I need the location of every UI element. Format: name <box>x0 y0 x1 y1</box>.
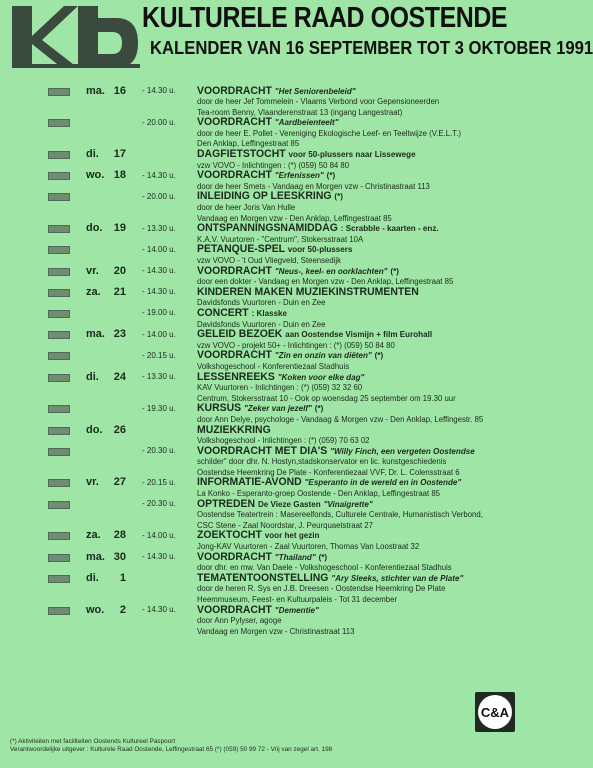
entry-marker-box <box>48 246 70 254</box>
entry-title <box>197 222 439 234</box>
entry-title <box>197 286 419 298</box>
entry-day: za. <box>86 285 101 298</box>
calendar-entry <box>0 351 542 372</box>
calendar-entry <box>0 86 542 118</box>
entry-detail: La Konko - Esperanto-groep Oostende - Den Anklap, Leffingestraat 85 <box>197 489 441 499</box>
entry-headline <box>0 330 542 341</box>
entry-time: - 19.00 u. <box>142 308 176 318</box>
entry-headline <box>0 605 542 616</box>
entry-extra: (*) <box>314 403 324 414</box>
entry-title-text: KINDEREN MAKEN MUZIEKINSTRUMENTEN <box>197 285 419 298</box>
entry-detail: door de heer Joris Van Hulle <box>197 203 296 213</box>
entry-day: wo. <box>86 169 105 182</box>
entry-detail: Jong-KAV Vuurtoren - Zaal Vuurtoren, Thomas Van Loostraat 32 <box>197 542 420 552</box>
entry-time: - 14.30 u. <box>142 287 176 297</box>
entry-time: - 14.30 u. <box>142 266 176 276</box>
entry-marker-box <box>48 554 70 562</box>
entry-title <box>197 349 383 361</box>
entry-detail: Davidsfonds Vuurtoren - Duin en Zee <box>197 298 326 308</box>
entry-headline <box>0 425 542 436</box>
entry-marker-box <box>48 575 70 583</box>
calendar-entry <box>0 404 542 425</box>
entry-date: 20 <box>113 264 126 277</box>
entry-marker-box <box>48 352 70 360</box>
entry-date: 30 <box>113 550 126 563</box>
entry-headline <box>0 266 542 277</box>
entry-date: 26 <box>113 423 126 436</box>
entry-date: 21 <box>113 285 126 298</box>
entry-detail: vzw VOVO - 't Oud Vliegveld, Steensedijk <box>197 256 342 265</box>
entry-headline <box>0 372 542 383</box>
entry-detail-line <box>0 414 542 425</box>
entry-title-text: DAGFIETSTOCHT <box>197 148 286 161</box>
entry-title-text: ONTSPANNINGSNAMIDDAG <box>197 222 338 235</box>
calendar-entry <box>0 372 542 404</box>
entry-title-text: VOORDRACHT <box>197 550 272 563</box>
entry-time: - 13.30 u. <box>142 223 176 233</box>
entry-time: - 20.30 u. <box>142 499 176 509</box>
entry-time: - 14.00 u. <box>142 530 176 540</box>
entry-date: 28 <box>113 529 126 542</box>
entry-headline <box>0 499 542 510</box>
ca-sponsor-logo <box>475 692 515 732</box>
calendar-entry <box>0 499 542 531</box>
entry-detail: Oostendse Heemkring De Plate - Konferentiezaal VVF, Dr. L. Colensstraat 6 <box>197 467 460 477</box>
entry-marker-box <box>48 479 70 487</box>
entry-day: di. <box>86 571 99 584</box>
calendar-entry <box>0 478 542 499</box>
entry-marker-box <box>48 268 70 276</box>
entry-title <box>197 476 461 488</box>
calendar-entry <box>0 224 542 245</box>
entry-time: - 13.30 u. <box>142 372 176 382</box>
entry-extra: voor het gezin <box>264 530 320 541</box>
entry-day: ma. <box>86 550 105 563</box>
entry-title <box>197 243 352 255</box>
entry-headline <box>0 308 542 319</box>
entry-title <box>197 604 319 616</box>
entry-headline <box>0 150 542 161</box>
calendar-entry <box>0 531 542 552</box>
entry-detail: door Ann Delye, psychologe - Vandaag & Morgen vzw - Den Anklap, Leffingestr. 85 <box>197 414 484 424</box>
calendar-entry <box>0 605 542 637</box>
entry-detail: Davidsfonds Vuurtoren - Duin en Zee <box>197 319 326 329</box>
entry-detail: Oostendse Teatertrein : Masereelfonds, Culturele Centrale, Humanistisch Verbond, <box>197 510 483 520</box>
entry-detail: Den Anklap, Leffingestraat 85 <box>197 139 300 149</box>
calendar-entry <box>0 192 542 224</box>
entry-title-text: VOORDRACHT <box>197 264 272 277</box>
entry-title-text: VOORDRACHT <box>197 169 272 182</box>
entry-headline <box>0 171 542 182</box>
entry-title <box>197 445 475 457</box>
entry-title <box>197 307 287 319</box>
calendar-entry <box>0 552 542 573</box>
entry-detail: vzw VOVO - projekt 50+ - Inlichtingen : (*) (059) 50 84 80 <box>197 340 395 350</box>
entry-note: "Het Seniorenbeleid" <box>274 85 356 96</box>
entry-marker-box <box>48 607 70 615</box>
entry-note: "Zin en onzin van diëten" <box>274 350 372 361</box>
entry-day: di. <box>86 148 99 161</box>
entry-day: do. <box>86 423 103 436</box>
calendar-entry <box>0 150 542 171</box>
entry-day: ma. <box>86 84 105 97</box>
entry-marker-box <box>48 172 70 180</box>
entry-note: "Vinaigrette" <box>323 498 373 509</box>
entry-marker-box <box>48 119 70 127</box>
entry-title <box>197 551 327 563</box>
entry-day: ma. <box>86 328 105 341</box>
calendar-entry <box>0 245 542 266</box>
entry-headline <box>0 404 542 415</box>
entry-detail: Heemmuseum, Feest- en Kultuurpaleis - Tot 31 december <box>197 595 398 604</box>
entry-detail-line <box>0 626 542 637</box>
entry-detail: Volkshogeschool - Inlichtingen : (*) (059) 70 63 02 <box>197 436 370 446</box>
entry-detail: Vandaag en Morgen vzw - Den Anklap, Leffingestraat 85 <box>197 213 392 223</box>
entry-extra: (*) <box>326 170 336 181</box>
entry-title <box>197 498 373 510</box>
entry-headline <box>0 86 542 97</box>
entry-marker-box <box>48 151 70 159</box>
entry-detail: vzw VOVO - Inlichtingen : (*) (059) 50 84 80 <box>197 160 350 170</box>
entry-marker-box <box>48 88 70 96</box>
entry-date: 24 <box>113 370 126 383</box>
entry-marker-box <box>48 448 70 456</box>
entry-detail: CSC Stene - Zaal Noordstar, J. Peurquaetstraat 27 <box>197 520 373 530</box>
entry-title <box>197 328 432 340</box>
entry-detail-line <box>0 203 542 214</box>
entry-detail-line <box>0 383 542 394</box>
entry-title <box>197 529 319 541</box>
entry-detail: Tea-room Benny, Vlaanderenstraat 13 (ingang Langestraat) <box>197 107 403 117</box>
entry-day: za. <box>86 529 101 542</box>
entry-headline <box>0 446 542 457</box>
entry-title <box>197 190 343 202</box>
entry-headline <box>0 478 542 489</box>
entry-title <box>197 169 335 181</box>
entry-time: - 20.15 u. <box>142 350 176 360</box>
calendar-entry <box>0 308 542 329</box>
entry-marker-box <box>48 310 70 318</box>
entry-extra: (*) <box>374 350 384 361</box>
entry-time: - 14.30 u. <box>142 170 176 180</box>
entry-time: - 20.00 u. <box>142 191 176 201</box>
entry-marker-box <box>48 405 70 413</box>
entry-title-text: MUZIEKKRING <box>197 423 271 436</box>
entry-date: 19 <box>113 222 126 235</box>
entry-note: "Willy Finch, een vergeten Oostendse <box>330 445 475 456</box>
entry-time: - 20.00 u. <box>142 117 176 127</box>
entry-headline <box>0 245 542 256</box>
entry-time: - 14.30 u. <box>142 552 176 562</box>
entry-marker-box <box>48 193 70 201</box>
entry-detail-line <box>0 584 542 595</box>
calendar-list <box>0 86 542 637</box>
entry-title <box>197 424 271 436</box>
entry-note: "Ary Sleeks, stichter van de Plate" <box>331 572 464 583</box>
entry-title-text: INLEIDING OP LEESKRING <box>197 190 332 203</box>
entry-note: "Dementie" <box>274 604 319 615</box>
entry-date: 18 <box>113 169 126 182</box>
entry-marker-box <box>48 427 70 435</box>
entry-extra: aan Oostendse Vismijn + film Eurohall <box>285 329 433 340</box>
entry-detail: door dhr. en mw. Van Daele - Volkshogeschool - Konferentiezaal Stadhuis <box>197 563 452 573</box>
entry-marker-box <box>48 331 70 339</box>
entry-title-text: VOORDRACHT <box>197 349 272 362</box>
entry-note: "Erfenissen" <box>274 170 324 181</box>
footer <box>10 738 332 755</box>
entry-time: - 14.00 u. <box>142 244 176 254</box>
calendar-entry <box>0 425 542 446</box>
entry-detail-line <box>0 128 542 139</box>
entry-detail: door een dokter - Vandaag en Morgen vzw - Den Anklap, Leffingestraat 85 <box>197 277 454 287</box>
entry-detail: schilder" door dhr. N. Hostyn,stadskonservator en lic. kunstgeschiedenis <box>197 457 447 467</box>
entry-title <box>197 371 364 383</box>
entry-extra: : Klasske <box>251 307 288 318</box>
entry-title-text: LESSENREEKS <box>197 370 275 383</box>
entry-note: "Koken voor elke dag" <box>277 371 365 382</box>
entry-note: "Aardbeienteelt" <box>274 117 339 128</box>
entry-detail-line <box>0 616 542 627</box>
entry-title-text: INFORMATIE-AVOND <box>197 476 302 489</box>
page-subtitle: KALENDER VAN 16 SEPTEMBER TOT 3 OKTOBER 1991 <box>150 37 593 58</box>
entry-date: 2 <box>119 603 126 616</box>
entry-marker-box <box>48 501 70 509</box>
entry-time: - 20.30 u. <box>142 446 176 456</box>
entry-title-text: CONCERT <box>197 306 249 319</box>
entry-marker-box <box>48 289 70 297</box>
ca-logo-text: C&A <box>478 695 512 729</box>
entry-headline <box>0 118 542 129</box>
entry-day: vr. <box>86 264 99 277</box>
entry-headline <box>0 287 542 298</box>
kulturele-raad-logo <box>12 6 140 68</box>
entry-title <box>197 572 463 584</box>
entry-marker-box <box>48 225 70 233</box>
entry-date: 23 <box>113 328 126 341</box>
calendar-entry <box>0 446 542 478</box>
entry-extra: : Scrabble - kaarten - enz. <box>340 223 439 234</box>
entry-title-text: OPTREDEN <box>197 497 256 510</box>
entry-note: "Neus-, keel- en oorklachten" <box>274 265 388 276</box>
footer-publisher: Verantwoordelijke uitgever : Kulturele Raad Oostende, Leffingestraat 65 (*) (059) 50 99 72 - Vrij van zegel art. 198 <box>10 746 333 754</box>
entry-detail: door de heer Smets - Vandaag en Morgen vzw - Christinastraat 113 <box>197 181 430 191</box>
entry-day: wo. <box>86 603 105 616</box>
entry-detail: KAV Vuurtoren - Inlichtingen : (*) (059) 32 32 60 <box>197 383 363 393</box>
entry-extra: (*) <box>318 551 328 562</box>
calendar-entry <box>0 330 542 351</box>
entry-detail: door de heer Jef Tommelein - Vlaams Verbond voor Gepensioneerden <box>197 97 440 107</box>
entry-detail-line <box>0 97 542 108</box>
entry-headline <box>0 573 542 584</box>
footer-note: (*) Aktiviteiten met faciliteiten Oostends Kultureel Paspoort <box>10 738 176 745</box>
entry-title-text: TEMATENTOONSTELLING <box>197 571 329 584</box>
entry-extra: voor 50-plussers <box>287 244 353 255</box>
entry-title-text: VOORDRACHT <box>197 116 272 129</box>
entry-date: 16 <box>113 84 126 97</box>
calendar-entry <box>0 118 542 150</box>
entry-title-text: GELEID BEZOEK <box>197 328 283 341</box>
entry-title-text: VOORDRACHT <box>197 603 272 616</box>
entry-headline <box>0 224 542 235</box>
entry-day: vr. <box>86 476 99 489</box>
entry-note: "Thailand" <box>274 551 316 562</box>
entry-headline <box>0 192 542 203</box>
entry-headline <box>0 351 542 362</box>
entry-headline <box>0 552 542 563</box>
entry-date: 17 <box>113 148 126 161</box>
entry-marker-box <box>48 532 70 540</box>
entry-title-text: PETANQUE-SPEL <box>197 243 285 256</box>
calendar-entry <box>0 287 542 308</box>
calendar-entry <box>0 266 542 287</box>
entry-detail-line <box>0 510 542 521</box>
entry-time: - 20.15 u. <box>142 477 176 487</box>
entry-extra: (*) <box>390 265 399 276</box>
entry-date: 27 <box>113 476 126 489</box>
entry-title <box>197 116 339 128</box>
entry-headline <box>0 531 542 542</box>
entry-title <box>197 265 399 277</box>
entry-title <box>197 402 323 414</box>
entry-detail: Centrum, Stokersstraat 10 - Ook op woensdag 25 september om 19.30 uur <box>197 393 456 403</box>
entry-time: - 19.30 u. <box>142 403 176 413</box>
entry-marker-box <box>48 374 70 382</box>
entry-title-text: VOORDRACHT MET DIA'S <box>197 444 328 457</box>
entry-time: - 14.30 u. <box>142 86 176 95</box>
entry-detail: Vandaag en Morgen vzw - Christinastraat 113 <box>197 626 355 636</box>
entry-date: 1 <box>119 571 126 584</box>
entry-detail: K.A.V. Vuurtoren - "Centrum", Stokersstraat 10A <box>197 234 364 244</box>
entry-title-text: VOORDRACHT <box>197 84 272 97</box>
entry-time: - 14.30 u. <box>142 605 176 615</box>
entry-extra: De Vieze Gasten <box>257 498 321 509</box>
entry-detail: door de heren R. Sys en J.B. Dreesen - Oostendse Heemkring De Plate <box>197 584 446 594</box>
entry-title <box>197 85 356 97</box>
entry-detail: door Ann Pylyser, agoge <box>197 616 282 626</box>
entry-detail: Volkshogeschool - Konferentiezaal Stadhuis <box>197 361 350 371</box>
entry-detail-line <box>0 457 542 468</box>
entry-note: "Zeker van jezelf" <box>244 403 312 414</box>
entry-title-text: ZOEKTOCHT <box>197 529 262 542</box>
calendar-entry <box>0 171 542 192</box>
entry-extra: (*) <box>334 191 343 202</box>
entry-title-text: KURSUS <box>197 402 242 415</box>
page-title: KULTURELE RAAD OOSTENDE <box>142 2 508 34</box>
entry-day: do. <box>86 222 103 235</box>
entry-detail: door de heer E. Pollet - Vereniging Ekologische Leef- en Teeltwijze (V.E.L.T.) <box>197 128 461 138</box>
entry-extra: voor 50-plussers naar Lissewege <box>288 149 416 160</box>
entry-day: di. <box>86 370 99 383</box>
entry-title <box>197 148 416 160</box>
calendar-entry <box>0 573 542 605</box>
entry-time: - 14.00 u. <box>142 329 176 339</box>
entry-note: "Esperanto in de wereld en in Oostende" <box>304 477 462 488</box>
